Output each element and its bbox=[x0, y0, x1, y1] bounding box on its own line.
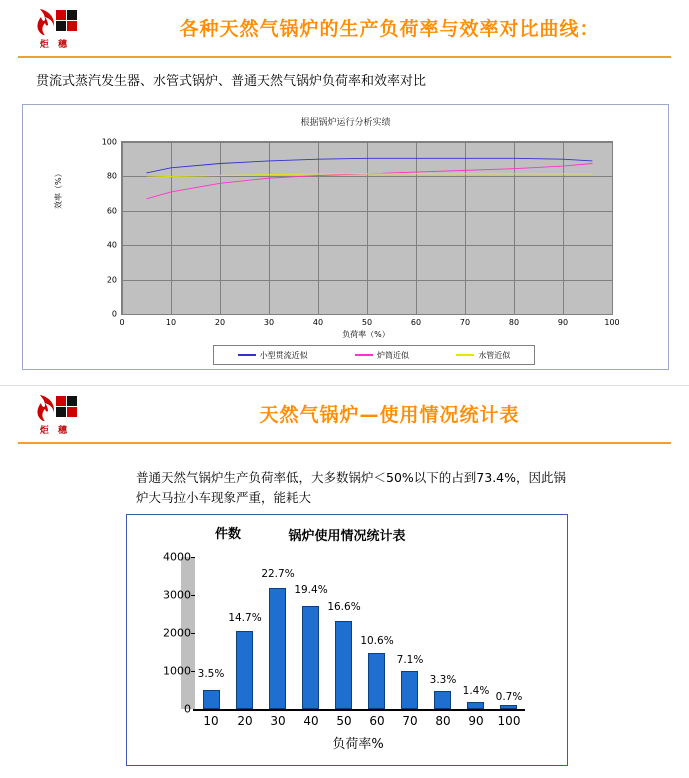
bar-label-8: 3.3% bbox=[429, 674, 457, 687]
y-tick-60: 60 bbox=[106, 206, 117, 216]
x-tick-70: 70 bbox=[459, 318, 471, 327]
logo-text-2: 炬 穗 bbox=[39, 426, 71, 436]
x-tick-80: 80 bbox=[508, 318, 520, 327]
bar-x-tick-10: 10 bbox=[203, 714, 219, 728]
legend-label-shuiguan: 水管近似 bbox=[478, 350, 511, 360]
bar-9 bbox=[467, 702, 484, 709]
bar-chart-container bbox=[126, 514, 568, 766]
bar-10 bbox=[500, 705, 517, 709]
bar-label-9: 1.4% bbox=[462, 684, 490, 697]
legend-item-guanliu bbox=[238, 350, 308, 361]
bar-label-7: 7.1% bbox=[396, 654, 424, 667]
y-tick-80: 80 bbox=[106, 171, 117, 181]
legend-swatch-shuiguan bbox=[456, 354, 474, 356]
x-tick-60: 60 bbox=[410, 318, 422, 327]
x-tick-50: 50 bbox=[361, 318, 373, 327]
legend-label-guanliu: 小型贯流近似 bbox=[259, 350, 308, 360]
bar-chart-plot-area bbox=[163, 550, 525, 728]
slide-1-subtitle: 贯流式蒸汽发生器、水管式锅炉、普通天然气锅炉负荷率和效率对比 bbox=[36, 74, 427, 89]
bar-x-tick-70: 70 bbox=[402, 714, 418, 728]
series-line-shuiguan bbox=[147, 174, 593, 177]
bar-label-5: 16.6% bbox=[327, 601, 361, 614]
bar-4 bbox=[302, 606, 319, 709]
slide-2 bbox=[0, 386, 689, 778]
bar-chart-x-axis-title: 负荷率% bbox=[332, 737, 384, 752]
legend-item-shuiguan bbox=[456, 350, 510, 361]
series-line-guanliu bbox=[147, 158, 593, 173]
y-tick-0: 0 bbox=[111, 309, 117, 319]
bar-x-tick-80: 80 bbox=[435, 714, 451, 728]
bar-3 bbox=[269, 588, 286, 709]
bar-label-1: 3.5% bbox=[197, 667, 225, 680]
bar-x-tick-60: 60 bbox=[369, 714, 385, 728]
flame-icon bbox=[25, 8, 85, 36]
line-chart-y-axis-title: 效率（%） bbox=[54, 169, 63, 209]
bar-chart-y-axis-title: 件数 bbox=[215, 527, 242, 542]
slide-2-paragraph: 普通天然气锅炉生产负荷率低，大多数锅炉＜50%以下的占到73.4%，因此锅炉大马拉小车现象严重，能耗大 bbox=[136, 470, 566, 505]
bar-label-10: 0.7% bbox=[495, 690, 523, 703]
legend-label-lutong: 炉筒近似 bbox=[376, 350, 409, 360]
logo-text: 炬 穗 bbox=[39, 40, 71, 50]
bar-x-tick-50: 50 bbox=[336, 714, 352, 728]
line-chart-legend bbox=[213, 345, 535, 365]
bar-label-3: 22.7% bbox=[261, 567, 295, 580]
bar-label-6: 10.6% bbox=[360, 634, 394, 647]
slide-2-header bbox=[0, 386, 689, 448]
line-chart-x-axis-title: 负荷率（%） bbox=[342, 330, 390, 339]
bar-x-tick-30: 30 bbox=[270, 714, 286, 728]
slide-1-title: 各种天然气锅炉的生产负荷率与效率对比曲线： bbox=[179, 18, 600, 40]
bar-chart-title: 锅炉使用情况统计表 bbox=[288, 529, 406, 544]
x-tick-90: 90 bbox=[557, 318, 569, 327]
bar-x-tick-100: 100 bbox=[497, 714, 521, 728]
y-tick-40: 40 bbox=[106, 240, 117, 250]
bar-label-2: 14.7% bbox=[228, 611, 262, 624]
line-chart-series-svg bbox=[122, 142, 612, 314]
bar-x-tick-40: 40 bbox=[303, 714, 319, 728]
slide-1 bbox=[0, 0, 689, 386]
bar-y-tick-2000: 2000 bbox=[163, 626, 191, 640]
series-line-lutong bbox=[147, 164, 593, 199]
x-tick-40: 40 bbox=[312, 318, 324, 327]
bar-2 bbox=[236, 631, 253, 709]
bar-y-tick-3000: 3000 bbox=[163, 588, 191, 602]
title-divider bbox=[18, 56, 671, 58]
bar-x-tick-20: 20 bbox=[237, 714, 253, 728]
legend-swatch-guanliu bbox=[238, 354, 256, 356]
x-tick-10: 10 bbox=[165, 318, 177, 327]
y-tick-100: 100 bbox=[101, 137, 117, 147]
bar-y-tick-0: 0 bbox=[184, 702, 191, 716]
slide-1-header bbox=[0, 0, 689, 62]
x-tick-20: 20 bbox=[214, 318, 226, 327]
bar-6 bbox=[368, 653, 385, 709]
x-tick-30: 30 bbox=[263, 318, 275, 327]
legend-swatch-lutong bbox=[355, 354, 373, 356]
line-chart-container bbox=[22, 104, 669, 370]
line-chart-plot-area bbox=[101, 137, 620, 327]
bar-y-tick-1000: 1000 bbox=[163, 664, 191, 678]
y-tick-20: 20 bbox=[106, 275, 117, 285]
x-tick-0: 0 bbox=[119, 318, 125, 327]
bar-7 bbox=[401, 671, 418, 709]
x-tick-100: 100 bbox=[604, 318, 620, 327]
legend-item-lutong bbox=[355, 350, 409, 361]
bar-1 bbox=[203, 690, 220, 709]
title-divider-2 bbox=[18, 442, 671, 444]
bar-label-4: 19.4% bbox=[294, 584, 328, 597]
line-chart-title: 根据锅炉运行分析实绩 bbox=[300, 118, 391, 128]
company-logo bbox=[20, 8, 90, 56]
bar-y-tick-4000: 4000 bbox=[163, 550, 191, 564]
flame-icon-2 bbox=[25, 394, 85, 422]
bar-x-tick-90: 90 bbox=[468, 714, 484, 728]
bar-5 bbox=[335, 621, 352, 709]
company-logo-2 bbox=[20, 394, 90, 442]
slide-2-title: 天然气锅炉—使用情况统计表 bbox=[259, 404, 520, 426]
bar-8 bbox=[434, 691, 451, 709]
